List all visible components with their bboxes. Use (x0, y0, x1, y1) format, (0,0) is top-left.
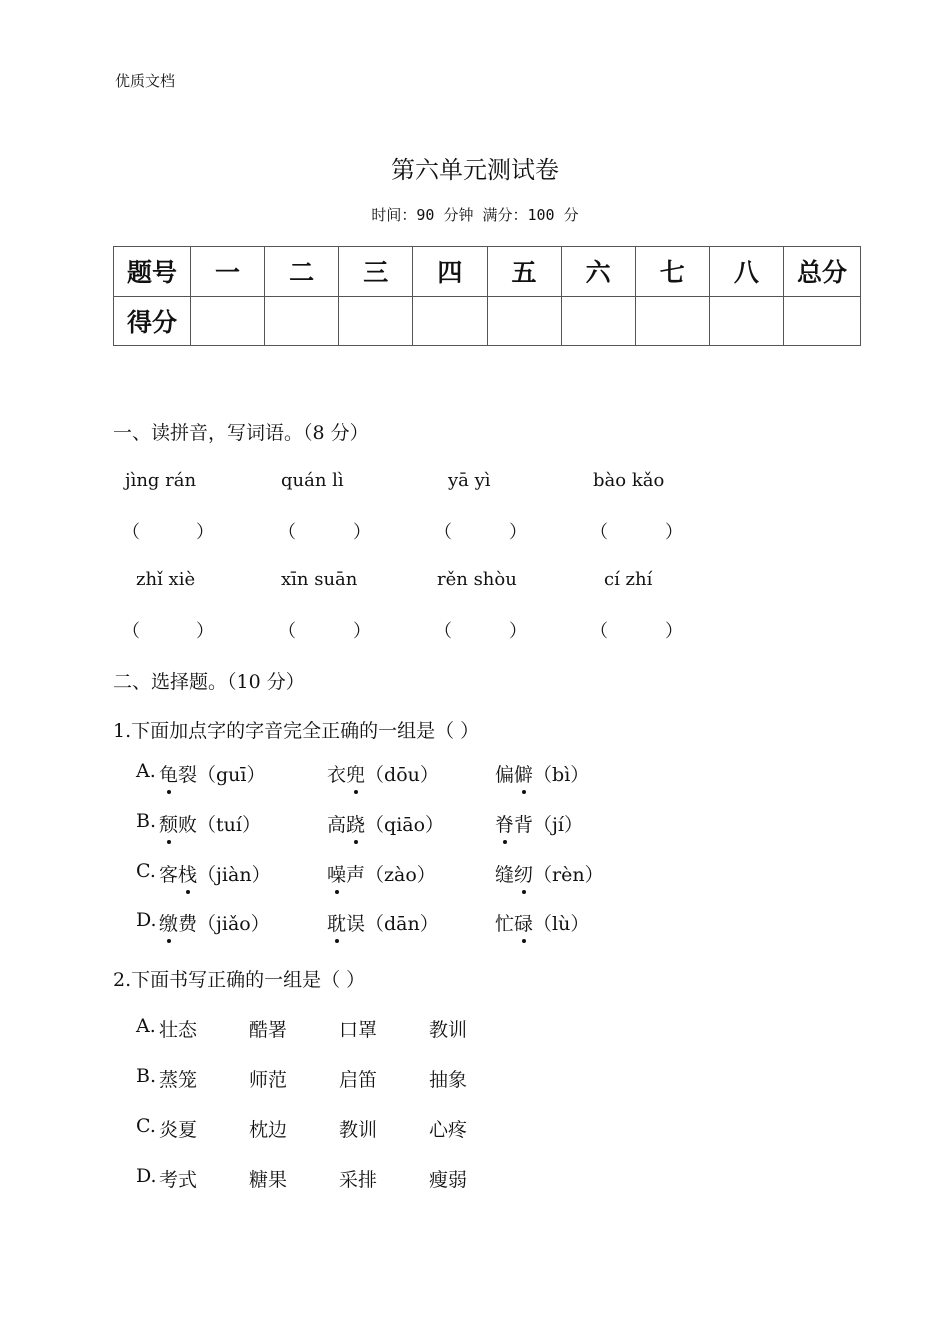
score-row-label: 得分 (114, 296, 191, 346)
header-tag: 优质文档 (115, 72, 176, 90)
score-input-cell[interactable] (709, 296, 783, 346)
answer-blank-open: （ (590, 522, 608, 543)
pinyin-item: quán lì (281, 470, 344, 491)
option-item: 高跷（qiāo） (327, 810, 444, 837)
answer-blank-open: （ (590, 621, 608, 642)
score-table-cell: 八 (709, 247, 783, 297)
answer-blank-close: ） (196, 621, 214, 642)
score-table-header-row (114, 247, 861, 297)
option-item: 颓败（tuí） (159, 810, 261, 837)
option-word: 考式 (159, 1169, 198, 1191)
option-label: C. (136, 1115, 156, 1137)
pinyin-item: yā yì (448, 470, 491, 491)
score-table (113, 246, 861, 346)
score-input-cell[interactable] (191, 296, 265, 346)
option-label: B. (136, 1065, 157, 1087)
pinyin-item: jìng rán (125, 470, 197, 491)
option-item: 缝纫（rèn） (495, 860, 604, 887)
option-word: 酷署 (249, 1019, 288, 1041)
score-input-cell[interactable] (413, 296, 487, 346)
exam-subtitle: 时间：90 分钟 满分：100 分 (371, 206, 579, 224)
option-item: 忙碌（lù） (495, 909, 589, 936)
score-input-cell[interactable] (339, 296, 413, 346)
option-word: 口罩 (339, 1019, 378, 1041)
score-input-cell[interactable] (265, 296, 339, 346)
option-item: 噪声（zào） (327, 860, 436, 887)
answer-blank-open: （ (434, 522, 452, 543)
score-input-cell[interactable] (635, 296, 709, 346)
option-label: D. (136, 1165, 157, 1187)
answer-blank-open: （ (434, 621, 452, 642)
option-word: 教训 (339, 1119, 378, 1141)
score-table-cell: 总分 (784, 247, 861, 297)
score-input-cell[interactable] (784, 296, 861, 346)
option-label: D. (136, 909, 157, 931)
answer-blank-open: （ (278, 621, 296, 642)
answer-blank-close: ） (509, 522, 527, 543)
option-item: 龟裂（guī） (159, 760, 266, 787)
score-table-score-row (114, 296, 861, 346)
answer-blank-close: ） (665, 522, 683, 543)
answer-blank-open: （ (278, 522, 296, 543)
option-word: 采排 (339, 1169, 378, 1191)
option-item: 客栈（jiàn） (159, 860, 271, 887)
score-table-cell: 五 (487, 247, 561, 297)
option-word: 心疼 (429, 1119, 468, 1141)
score-table-cell: 题号 (114, 247, 191, 297)
score-input-cell[interactable] (561, 296, 635, 346)
page-title: 第六单元测试卷 (391, 156, 559, 184)
pinyin-item: zhǐ xiè (136, 569, 196, 590)
option-word: 抽象 (429, 1069, 468, 1091)
answer-blank-close: ） (509, 621, 527, 642)
question-1: 1.下面加点字的字音完全正确的一组是（ ） (113, 720, 480, 742)
option-word: 教训 (429, 1019, 468, 1041)
option-item: 脊背（jí） (495, 810, 583, 837)
option-word: 启笛 (339, 1069, 378, 1091)
answer-blank-close: ） (196, 522, 214, 543)
answer-blank-open: （ (122, 522, 140, 543)
option-word: 枕边 (249, 1119, 288, 1141)
answer-blank-close: ） (665, 621, 683, 642)
score-table-cell: 一 (191, 247, 265, 297)
pinyin-item: cí zhí (604, 569, 653, 590)
option-item: 缴费（jiǎo） (159, 909, 270, 936)
answer-blank-close: ） (353, 621, 371, 642)
option-word: 蒸笼 (159, 1069, 198, 1091)
pinyin-item: rěn shòu (437, 569, 517, 590)
score-table-cell: 四 (413, 247, 487, 297)
section1-heading: 一、读拼音，写词语。（8 分） (113, 422, 369, 444)
section2-heading: 二、选择题。（10 分） (113, 671, 305, 693)
score-table-cell: 七 (635, 247, 709, 297)
score-table-cell: 三 (339, 247, 413, 297)
score-table-cell: 二 (265, 247, 339, 297)
option-label: B. (136, 810, 157, 832)
pinyin-item: bào kǎo (593, 470, 665, 491)
option-item: 衣兜（dōu） (327, 760, 439, 787)
option-word: 壮态 (159, 1019, 198, 1041)
score-table-cell: 六 (561, 247, 635, 297)
answer-blank-open: （ (122, 621, 140, 642)
option-word: 瘦弱 (429, 1169, 468, 1191)
option-label: A. (136, 1015, 156, 1037)
option-word: 糖果 (249, 1169, 288, 1191)
option-item: 偏僻（bì） (495, 760, 589, 787)
option-word: 炎夏 (159, 1119, 198, 1141)
pinyin-item: xīn suān (281, 569, 358, 590)
option-label: A. (136, 760, 156, 782)
option-word: 师范 (249, 1069, 288, 1091)
question-2: 2.下面书写正确的一组是（ ） (113, 969, 366, 991)
option-label: C. (136, 860, 156, 882)
answer-blank-close: ） (353, 522, 371, 543)
score-input-cell[interactable] (487, 296, 561, 346)
option-item: 耽误（dān） (327, 909, 439, 936)
